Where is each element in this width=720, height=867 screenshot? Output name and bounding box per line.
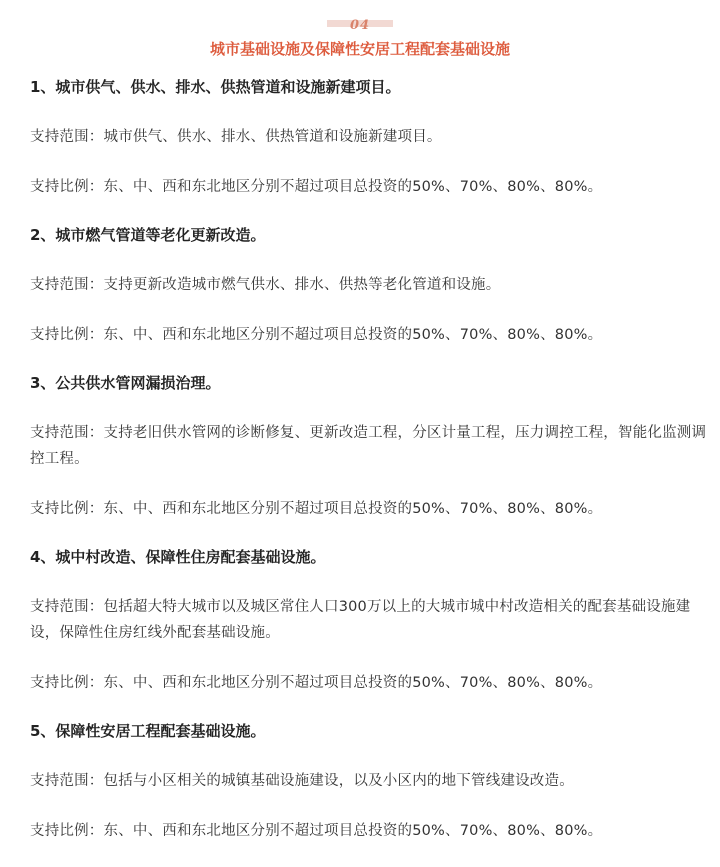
item-scope-2: 支持范围：支持更新改造城市燃气供水、排水、供热等老化管道和设施。 [30, 277, 501, 293]
item-title-4: 4、城中村改造、保障性住房配套基础设施。 [30, 548, 326, 566]
item-ratio-4: 支持比例：东、中、西和东北地区分别不超过项目总投资的50%、70%、80%、80%。 [30, 675, 603, 691]
item-title-5: 5、保障性安居工程配套基础设施。 [30, 722, 266, 740]
item-scope-4: 支持范围：包括超大特大城市以及城区常住人口300万以上的大城市城中村改造相关的配套基础设施建设，保障性住房红线外配套基础设施。 [30, 599, 691, 641]
section-title: 城市基础设施及保障性安居工程配套基础设施 [209, 40, 510, 58]
item-ratio-1: 支持比例：东、中、西和东北地区分别不超过项目总投资的50%、70%、80%、80%。 [30, 179, 603, 195]
item-scope-5: 支持范围：包括与小区相关的城镇基础设施建设，以及小区内的地下管线建设改造。 [30, 773, 574, 789]
section-number-badge [0, 14, 720, 34]
item-scope-3: 支持范围：支持老旧供水管网的诊断修复、更新改造工程，分区计量工程，压力调控工程，智能化监测调控工程。 [30, 425, 707, 467]
item-title-3: 3、公共供水管网漏损治理。 [30, 374, 221, 392]
item-scope-1: 支持范围：城市供气、供水、排水、供热管道和设施新建项目。 [30, 129, 442, 145]
item-ratio-3: 支持比例：东、中、西和东北地区分别不超过项目总投资的50%、70%、80%、80%。 [30, 501, 603, 517]
item-ratio-2: 支持比例：东、中、西和东北地区分别不超过项目总投资的50%、70%、80%、80%。 [30, 327, 603, 343]
section-number: 04 [349, 18, 371, 33]
item-ratio-5: 支持比例：东、中、西和东北地区分别不超过项目总投资的50%、70%、80%、80%。 [30, 823, 603, 839]
content-body [30, 76, 710, 844]
item-title-1: 1、城市供气、供水、排水、供热管道和设施新建项目。 [30, 78, 401, 96]
item-title-2: 2、城市燃气管道等老化更新改造。 [30, 226, 266, 244]
section-number-wrap [327, 14, 393, 34]
